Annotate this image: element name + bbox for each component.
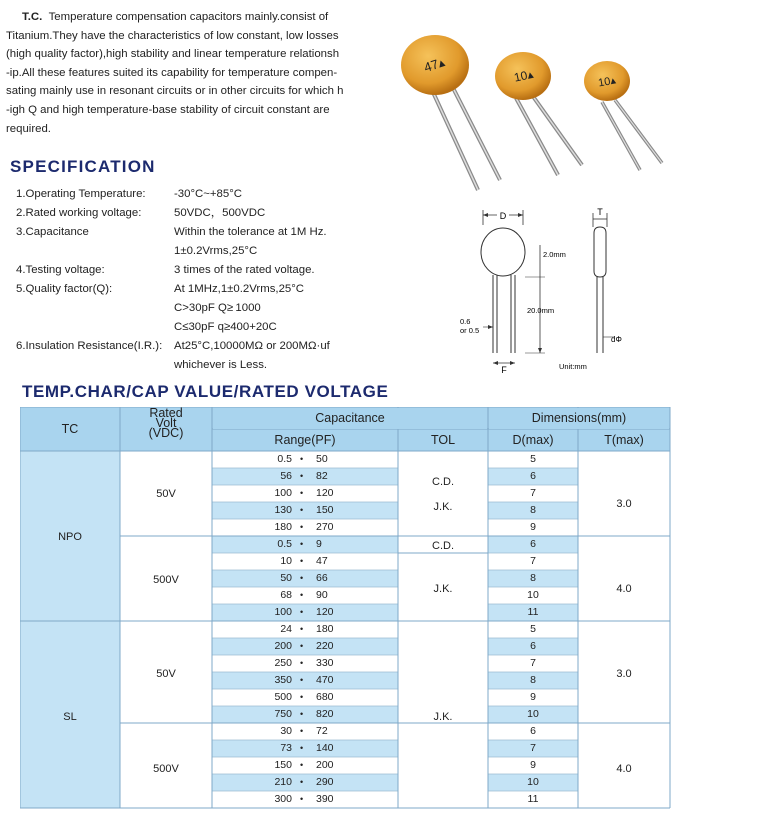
dim-d-label: D	[499, 211, 507, 221]
table-row	[212, 757, 398, 774]
spec-value: C>30pF Q≥ 1000	[174, 302, 261, 314]
range-max: 820	[316, 708, 334, 720]
table-row	[212, 485, 398, 502]
unit-label: Unit:mm	[559, 362, 587, 371]
header-rated-volt	[120, 408, 212, 438]
tol-cell: C.D.	[432, 540, 454, 552]
dim-2mm-label: 2.0mm	[543, 250, 566, 259]
range-min: 100	[274, 487, 292, 499]
range-max: 220	[316, 640, 334, 652]
range-max: 120	[316, 487, 334, 499]
capacitor-label: 47▴	[422, 54, 447, 76]
range-separator-icon: •	[300, 726, 304, 736]
range-separator-icon: •	[300, 590, 304, 600]
tmax-cell: 3.0	[616, 668, 632, 680]
spec-value: Within the tolerance at 1M Hz.	[174, 226, 327, 238]
range-min: 130	[274, 504, 292, 516]
range-separator-icon: •	[300, 505, 304, 515]
capacitor-label: 10▴	[597, 74, 617, 90]
range-min: 500	[274, 691, 292, 703]
dim-20mm-label: 20.0mm	[527, 306, 555, 315]
range-min: 73	[280, 742, 292, 754]
range-min: 50	[280, 572, 292, 584]
range-max: 50	[316, 453, 328, 465]
range-separator-icon: •	[300, 573, 304, 583]
table-row	[212, 536, 398, 553]
spec-value: 1±0.2Vrms,25°C	[174, 245, 258, 257]
spec-label: 5.Quality factor(Q):	[16, 283, 113, 295]
tc-cell: NPO	[58, 531, 82, 543]
intro-line: Temperature compensation capacitors mainly.consist of	[48, 11, 329, 23]
header-dmax: D(max)	[512, 433, 554, 447]
range-min: 68	[280, 589, 292, 601]
spec-label: 4.Testing voltage:	[16, 264, 105, 276]
range-max: 9	[316, 538, 322, 550]
range-max: 200	[316, 759, 334, 771]
dmax-value: 11	[527, 606, 539, 618]
range-min: 24	[280, 623, 292, 635]
dmax-value: 10	[527, 708, 539, 720]
intro-line: sating mainly use in resonant circuits or in other circuits for which h	[6, 85, 344, 98]
header-rated-volt-line: Rated	[149, 406, 183, 420]
intro-line: -igh Q and high temperature-base stability of circuit constant are	[6, 103, 330, 116]
tc-label: T.C.	[22, 11, 43, 23]
range-min: 350	[274, 674, 292, 686]
range-max: 140	[316, 742, 334, 754]
range-separator-icon: •	[300, 522, 304, 532]
range-separator-icon: •	[300, 641, 304, 651]
dmax-value: 6	[530, 640, 536, 652]
table-row	[212, 621, 398, 638]
header-tmax: T(max)	[604, 433, 644, 447]
dmax-value: 7	[530, 657, 536, 669]
range-separator-icon: •	[300, 658, 304, 668]
dmax-value: 6	[530, 538, 536, 550]
range-max: 270	[316, 521, 334, 533]
dmax-value: 7	[530, 487, 536, 499]
range-max: 680	[316, 691, 334, 703]
dmax-value: 9	[530, 691, 536, 703]
specification-title: SPECIFICATION	[10, 157, 156, 176]
range-min: 0.5	[277, 453, 292, 465]
range-max: 390	[316, 793, 334, 805]
table-row	[212, 791, 398, 808]
table-title: TEMP.CHAR/CAP VALUE/RATED VOLTAGE	[22, 382, 389, 401]
volt-cell: 500V	[153, 763, 179, 775]
range-separator-icon: •	[300, 675, 304, 685]
volt-cell: 50V	[156, 668, 176, 680]
header-tc: TC	[61, 422, 79, 436]
capacitance-table	[20, 407, 672, 810]
capacitor-photo	[380, 20, 680, 200]
capacitor-47	[401, 35, 500, 190]
tol-cell: J.K.	[433, 501, 453, 513]
spec-value: whichever is Less.	[174, 359, 268, 371]
table-row	[212, 553, 398, 570]
dmax-value: 6	[530, 725, 536, 737]
range-min: 56	[280, 470, 292, 482]
dmax-value: 5	[530, 453, 536, 465]
table-row	[212, 570, 398, 587]
dmax-value: 9	[530, 521, 536, 533]
table-row	[212, 706, 398, 723]
range-max: 82	[316, 470, 328, 482]
range-max: 66	[316, 572, 328, 584]
spec-value: At25°C,10000MΩ or 200MΩ·uf	[174, 340, 330, 352]
range-min: 300	[274, 793, 292, 805]
spec-value: 50VDC，500VDC	[174, 207, 266, 219]
range-min: 150	[274, 759, 292, 771]
range-separator-icon: •	[300, 488, 304, 498]
range-min: 0.5	[277, 538, 292, 550]
table-row	[212, 655, 398, 672]
intro-line: Titanium.They have the characteristics of low constant, low losses	[6, 29, 339, 42]
range-max: 150	[316, 504, 334, 516]
header-tol: TOL	[430, 433, 456, 447]
range-max: 290	[316, 776, 334, 788]
tol-cell: J.K.	[433, 583, 453, 595]
range-separator-icon: •	[300, 777, 304, 787]
dim-t-label: T	[597, 207, 603, 217]
spec-label: 3.Capacitance	[16, 226, 89, 238]
tmax-cell: 4.0	[616, 583, 632, 595]
tmax-cell: 4.0	[616, 763, 632, 775]
dmax-value: 8	[530, 504, 536, 516]
range-min: 250	[274, 657, 292, 669]
volt-cell: 50V	[156, 488, 176, 500]
range-min: 210	[274, 776, 292, 788]
range-separator-icon: •	[300, 539, 304, 549]
range-separator-icon: •	[300, 471, 304, 481]
capacitor-10-small	[584, 61, 662, 170]
range-separator-icon: •	[300, 794, 304, 804]
spec-value: 3 times of the rated voltage.	[174, 264, 315, 276]
range-max: 47	[316, 555, 328, 567]
volt-cell: 500V	[153, 574, 179, 586]
range-min: 10	[280, 555, 292, 567]
header-rated-volt-line: Volt	[155, 416, 177, 430]
table-row	[212, 468, 398, 485]
header-rated-volt-line: (VDC)	[148, 426, 184, 440]
range-min: 100	[274, 606, 292, 618]
range-max: 72	[316, 725, 328, 737]
range-separator-icon: •	[300, 760, 304, 770]
range-max: 90	[316, 589, 328, 601]
range-min: 750	[274, 708, 292, 720]
dmax-value: 5	[530, 623, 536, 635]
dim-lead-label: 0.6	[460, 317, 471, 326]
dim-f-label: F	[501, 365, 507, 375]
dimension-drawing	[455, 205, 645, 375]
tc-cell: SL	[63, 711, 77, 723]
dmax-value: 10	[527, 776, 539, 788]
intro-paragraph	[6, 8, 356, 138]
range-separator-icon: •	[300, 743, 304, 753]
tol-cell: C.D.	[432, 476, 454, 488]
spec-value: C≤30pF q≥400+20C	[174, 321, 277, 333]
dmax-value: 7	[530, 742, 536, 754]
table-row	[212, 740, 398, 757]
range-separator-icon: •	[300, 709, 304, 719]
table-row	[212, 451, 398, 468]
range-separator-icon: •	[300, 556, 304, 566]
dmax-value: 9	[530, 759, 536, 771]
dim-dphi-label: dΦ	[611, 335, 622, 344]
spec-value: -30°C~+85°C	[174, 188, 242, 200]
dim-lead-label: or 0.5	[460, 326, 480, 335]
spec-label: 6.Insulation Resistance(I.R.):	[16, 340, 163, 352]
dmax-value: 10	[527, 589, 539, 601]
table-row	[212, 604, 398, 621]
dmax-value: 8	[530, 572, 536, 584]
tmax-cell: 3.0	[616, 498, 632, 510]
spec-value: At 1MHz,1±0.2Vrms,25°C	[174, 283, 305, 295]
range-max: 180	[316, 623, 334, 635]
dmax-value: 6	[530, 470, 536, 482]
table-row	[212, 519, 398, 536]
range-min: 180	[274, 521, 292, 533]
range-min: 200	[274, 640, 292, 652]
range-separator-icon: •	[300, 454, 304, 464]
table-row	[212, 502, 398, 519]
intro-line: required.	[6, 122, 51, 135]
spec-label: 2.Rated working voltage:	[16, 207, 142, 219]
range-separator-icon: •	[300, 607, 304, 617]
table-row	[212, 774, 398, 791]
header-dimensions: Dimensions(mm)	[531, 411, 627, 425]
header-range: Range(PF)	[274, 433, 336, 447]
table-row	[212, 672, 398, 689]
range-separator-icon: •	[300, 692, 304, 702]
dmax-value: 8	[530, 674, 536, 686]
intro-line: -ip.All these features suited its capability for temperature compen-	[6, 66, 338, 79]
intro-line: (high quality factor),high stability and linear temperature relationsh	[6, 48, 340, 61]
capacitor-label: 10▴	[512, 66, 535, 85]
dmax-value: 11	[527, 793, 539, 805]
table-row	[212, 587, 398, 604]
table-row	[212, 638, 398, 655]
table-row	[212, 689, 398, 706]
dmax-value: 7	[530, 555, 536, 567]
range-separator-icon: •	[300, 624, 304, 634]
header-capacitance: Capacitance	[315, 411, 385, 425]
capacitor-10-mid	[495, 52, 582, 175]
range-min: 30	[280, 725, 292, 737]
range-max: 120	[316, 606, 334, 618]
tol-cell: J.K.	[433, 711, 453, 723]
range-max: 470	[316, 674, 334, 686]
spec-label: 1.Operating Temperature:	[16, 188, 146, 200]
range-max: 330	[316, 657, 334, 669]
table-row	[212, 723, 398, 740]
